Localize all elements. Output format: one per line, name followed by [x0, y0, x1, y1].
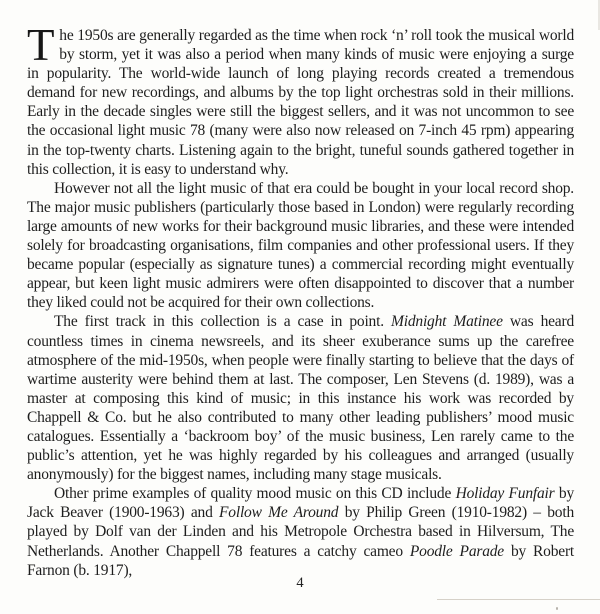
paragraph-1-text: he 1950s are generally regarded as the time when rock ‘n’ roll took the musical world by storm, yet it was also a period when many kinds of music were enjoying a surge in popularity. The world-wide launch of long playing records created a tremendous demand for new recordings, and albums by the top light orchestras sold in their millions. Early in the decade singles were still the biggest sellers, and it was not uncommon to see the occasional light music 78 (many were also now released on 7-inch 45 rpm) appearing in the top-twenty charts. Listening again to the bright, tuneful sounds gathered together in this collection, it is easy to understand why.: [27, 27, 574, 178]
track-title-holiday-funfair: Holiday Funfair: [455, 485, 555, 503]
paragraph-1: [27, 20, 574, 179]
track-title-follow-me-around: Follow Me Around: [219, 504, 339, 522]
paragraph-4-text: Other prime examples of quality mood music on this CD include: [54, 485, 456, 503]
paragraph-4-text-continued-2: by Philip Green (1910-1982) – both played by Dolf van der Linden and his Metropole Orchestra based in Hilversum, The Netherlands. Another Chappell 78 features a catchy cameo: [27, 504, 574, 560]
track-title-poodle-parade: Poodle Parade: [409, 542, 504, 560]
paragraph-3-text-continued: was heard countless times in cinema newsreels, and its sheer exuberance sums up the carefree atmosphere of the mid-1950s, when people were finally starting to believe that the days of wartime austerity were behind them at last. The composer, Len Stevens (d. 1989), was a master at composing this kind of music; in this instance his work was recorded by Chappell & Co. but he also contributed to many other leading publishers’ mood music catalogues. Essentially a ‘backroom boy’ of the music business, Len rarely came to the public’s attention, yet he was highly regarded by his colleagues and arranged (usually anonymously) for the biggest names, including many stage musicals.: [27, 313, 575, 484]
paragraph-4-text-continued-3: by Robert Farnon (b. 1917),: [27, 542, 575, 579]
page-number: 4: [296, 575, 304, 591]
paragraph-4-text-continued-1: by Jack Beaver (1900-1963) and: [27, 485, 574, 522]
scan-artifact-line: [437, 599, 600, 600]
paragraph-2-text: However not all the light music of that era could be bought in your local record shop. The major music publishers (particularly those based in London) were regularly recording large amounts of new works for their background music libraries, and these were intended solely for broadcasting organisations, film companies and other professional users. If they became popular (especially as signature tunes) a commercial recording might eventually appear, but keen light music admirers were often disappointed to discover that a number they liked could not be acquired for their own collections.: [27, 179, 574, 312]
track-title-midnight-matinee: Midnight Matinee: [391, 313, 503, 331]
scan-artifact-speck: [556, 607, 558, 610]
paragraph-2: [27, 179, 574, 313]
article-text: [27, 20, 575, 580]
paragraph-4: [27, 484, 574, 579]
paragraph-3: [27, 312, 574, 484]
drop-cap: T: [27, 20, 55, 70]
paragraph-3-text: The first track in this collection is a case in point.: [54, 313, 392, 331]
